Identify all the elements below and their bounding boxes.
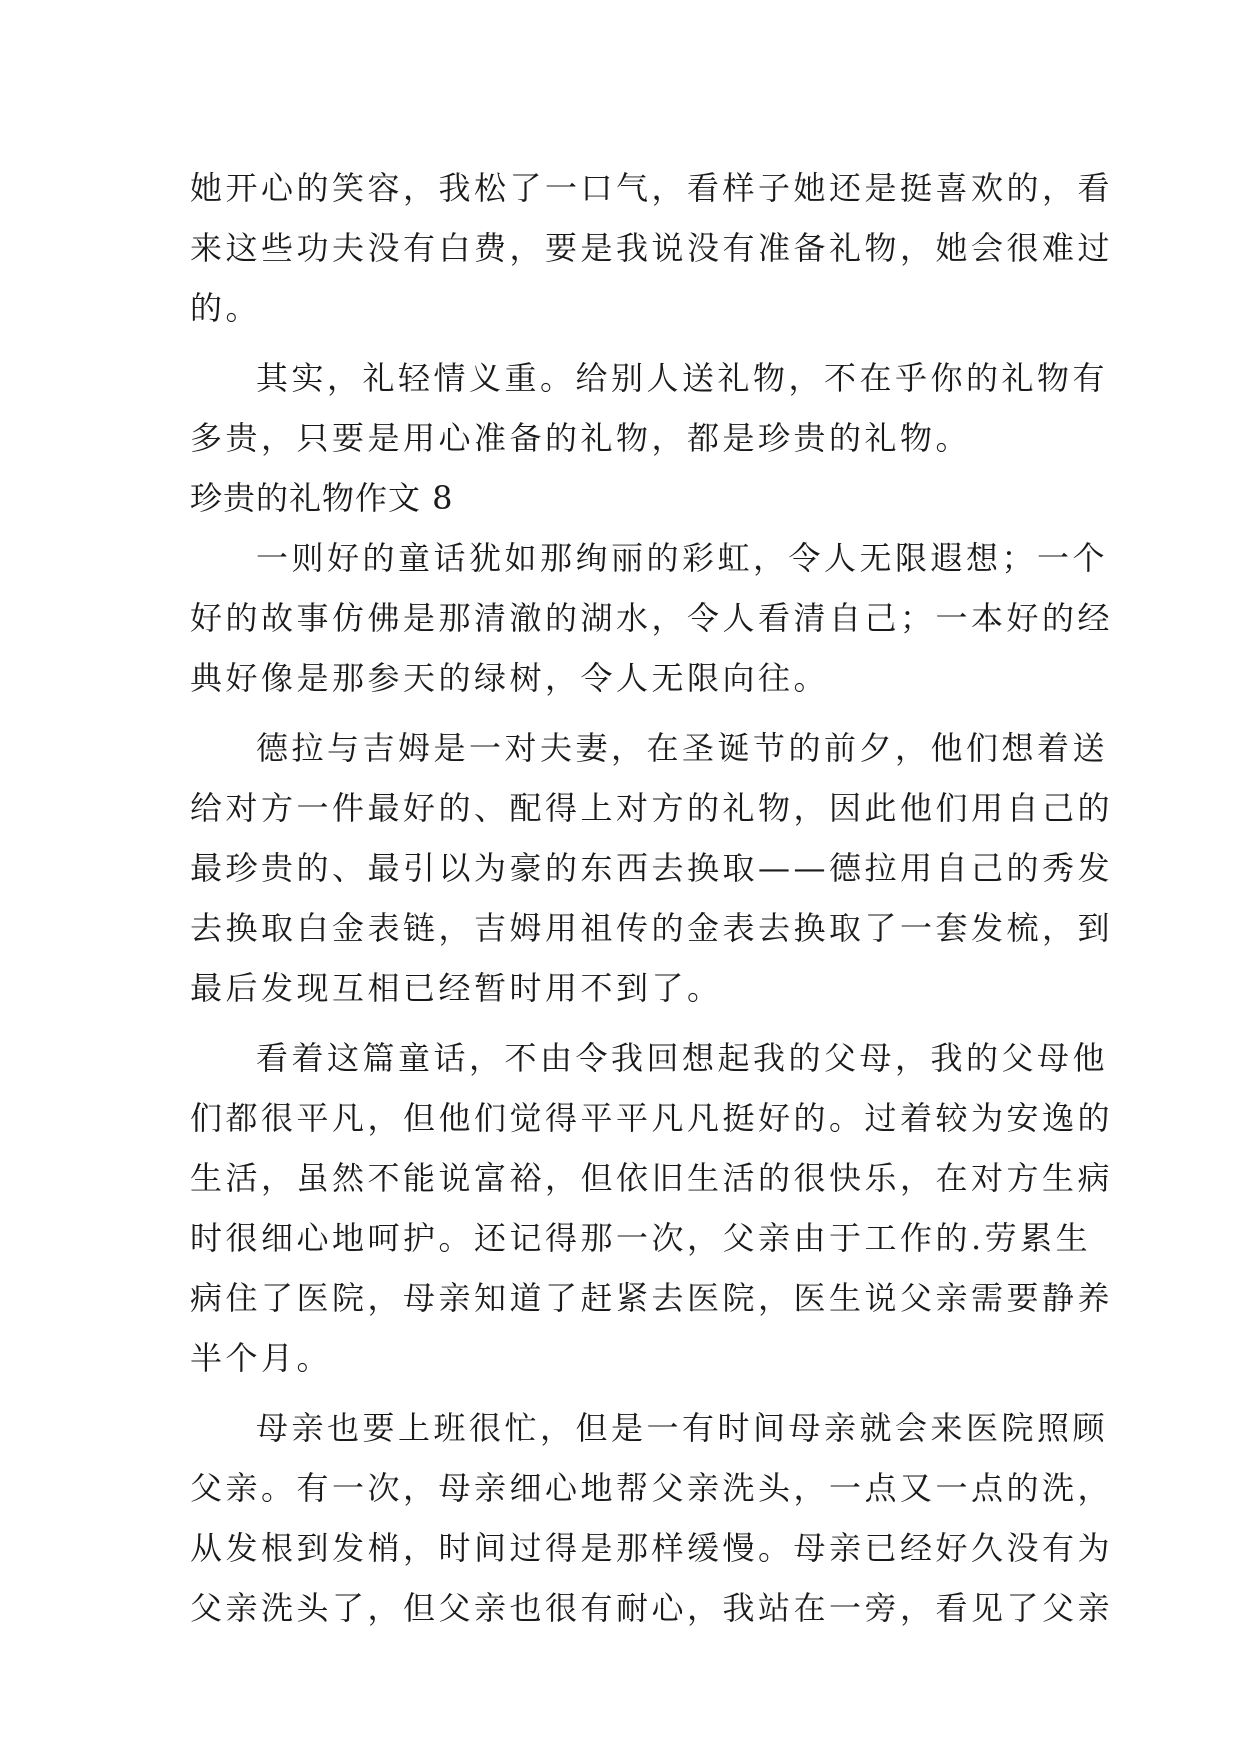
text-line: 去换取白金表链，吉姆用祖传的金表去换取了一套发梳，到 <box>190 909 1114 947</box>
text-line: 们都很平凡，但他们觉得平平凡凡挺好的。过着较为安逸的 <box>190 1099 1114 1137</box>
text-line: 一则好的童话犹如那绚丽的彩虹，令人无限遐想；一个 <box>256 539 1109 577</box>
document-body <box>190 158 1114 1638</box>
text-line: 最珍贵的、最引以为豪的东西去换取——德拉用自己的秀发 <box>190 849 1114 887</box>
text-line: 从发根到发梢，时间过得是那样缓慢。母亲已经好久没有为 <box>190 1529 1114 1567</box>
paragraph <box>190 1028 1114 1388</box>
text-line: 看着这篇童话，不由令我回想起我的父母，我的父母他 <box>256 1039 1109 1077</box>
text-line: 给对方一件最好的、配得上对方的礼物，因此他们用自己的 <box>190 789 1114 827</box>
text-line: 典好像是那参天的绿树，令人无限向往。 <box>190 659 830 697</box>
text-line: 病住了医院，母亲知道了赶紧去医院，医生说父亲需要静养 <box>190 1279 1114 1317</box>
text-line: 来这些功夫没有白费，要是我说没有准备礼物，她会很难过 <box>190 229 1114 267</box>
text-line: 母亲也要上班很忙，但是一有时间母亲就会来医院照顾 <box>256 1409 1109 1447</box>
paragraph <box>190 1398 1114 1638</box>
paragraph <box>190 528 1114 708</box>
text-line: 父亲。有一次，母亲细心地帮父亲洗头，一点又一点的洗， <box>190 1469 1114 1507</box>
text-line: 半个月。 <box>190 1339 333 1377</box>
text-line: 她开心的笑容，我松了一口气，看样子她还是挺喜欢的，看 <box>190 169 1114 207</box>
text-line: 其实，礼轻情义重。给别人送礼物，不在乎你的礼物有 <box>256 359 1109 397</box>
paragraph <box>190 158 1114 338</box>
text-line: 父亲洗头了，但父亲也很有耐心，我站在一旁，看见了父亲 <box>190 1589 1114 1627</box>
text-line: 最后发现互相已经暂时用不到了。 <box>190 969 723 1007</box>
text-line: 时很细心地呵护。还记得那一次，父亲由于工作的.劳累生 <box>190 1219 1092 1257</box>
text-line: 德拉与吉姆是一对夫妻，在圣诞节的前夕，他们想着送 <box>256 729 1109 767</box>
paragraph <box>190 348 1109 468</box>
text-line: 多贵，只要是用心准备的礼物，都是珍贵的礼物。 <box>190 419 972 457</box>
text-line: 的。 <box>190 289 262 327</box>
text-line: 好的故事仿佛是那清澈的湖水，令人看清自己；一本好的经 <box>190 599 1114 637</box>
title-line: 珍贵的礼物作文 8 <box>190 479 454 517</box>
section-title <box>190 468 1056 528</box>
paragraph <box>190 718 1114 1018</box>
text-line: 生活，虽然不能说富裕，但依旧生活的很快乐，在对方生病 <box>190 1159 1114 1197</box>
